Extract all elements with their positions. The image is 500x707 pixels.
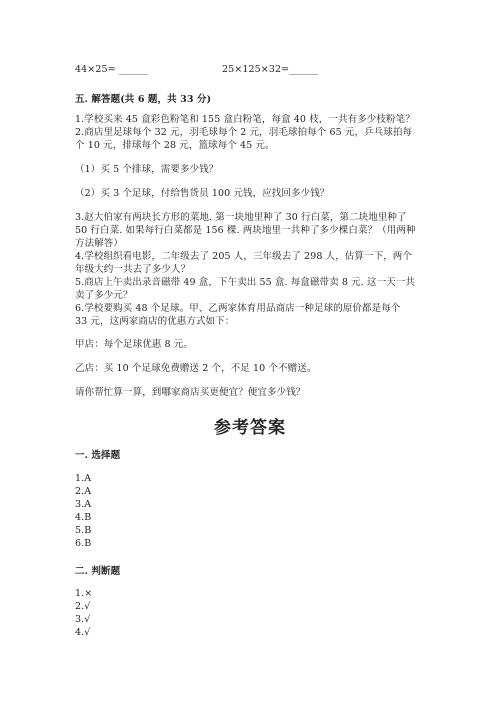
answer-heading-judge: 二. 判断题: [75, 566, 121, 577]
question-5-line2: 卖了多少元？: [75, 290, 133, 301]
section-heading-answer-problems: 五. 解答题(共 6 题，共 33 分): [75, 94, 212, 105]
calc-item-25x125x32: 25×125×32=______: [222, 64, 319, 75]
question-3-line3: 方法解答）: [75, 238, 124, 249]
question-4-line2: 年级大约一共去了多少人？: [75, 264, 191, 275]
choice-answer-item: 2.A: [75, 486, 92, 497]
question-2-sub2: （2）买 3 个足球，付给售货员 100 元钱，应找回多少钱？: [75, 188, 330, 199]
judge-answer-item: 1.×: [75, 588, 93, 599]
question-6-ask: 请你帮忙算一算，到哪家商店买更便宜？便宜多少钱？: [75, 387, 306, 398]
calc-item-44x25: 44×25= ______: [75, 64, 148, 75]
choice-answer-item: 3.A: [75, 499, 92, 510]
question-6-store-b: 乙店：买 10 个足球免费赠送 2 个，不足 10 个不赠送。: [75, 363, 317, 374]
choice-answer-item: 5.B: [75, 525, 92, 536]
question-2-line1: 2.商店里足球每个 32 元，羽毛球每个 2 元，羽毛球拍每个 65 元，乒乓球拍每: [75, 127, 413, 138]
choice-answer-item: 1.A: [75, 473, 92, 484]
answer-heading-choice: 一. 选择题: [75, 450, 121, 461]
question-2-line2: 个 10 元，排球每个 28 元，篮球每个 45 元。: [75, 140, 275, 151]
choice-answer-item: 4.B: [75, 512, 92, 523]
judge-answer-item: 3.√: [75, 614, 91, 625]
question-3-line2: 50 行白菜. 如果每行白菜都是 156 棵. 两块地里一共种了多少棵白菜？（用两种: [75, 225, 416, 236]
choice-answer-item: 6.B: [75, 538, 92, 549]
question-6-line2: 33 元，这两家商店的优惠方式如下：: [75, 316, 235, 327]
question-6-store-a: 甲店：每个足球优惠 8 元。: [75, 339, 193, 350]
judge-answer-item: 4.√: [75, 627, 91, 638]
judge-answer-item: 2.√: [75, 601, 91, 612]
question-2-sub1: （1）买 5 个排球，需要多少钱？: [75, 164, 219, 175]
answer-key-title: 参考答案: [214, 418, 286, 438]
question-3-line1: 3.赵大伯家有两块长方形的菜地. 第一块地里种了 30 行白菜，第二块地里种了: [75, 212, 407, 223]
question-6-line1: 6.学校要购买 48 个足球。甲、乙两家体育用品商店一种足球的原价都是每个: [75, 303, 401, 314]
question-5-line1: 5.商店上午卖出录音磁带 49 盒，下午卖出 55 盒. 每盒磁带卖 8 元. 这一天一共: [75, 277, 415, 288]
question-4-line1: 4.学校组织看电影，二年级去了 205 人，三年级去了 298 人，估算一下，两个: [75, 251, 413, 262]
question-1: 1.学校买来 45 盒彩色粉笔和 155 盒白粉笔，每盒 40 枝，一共有多少枝粉笔？: [75, 114, 415, 125]
